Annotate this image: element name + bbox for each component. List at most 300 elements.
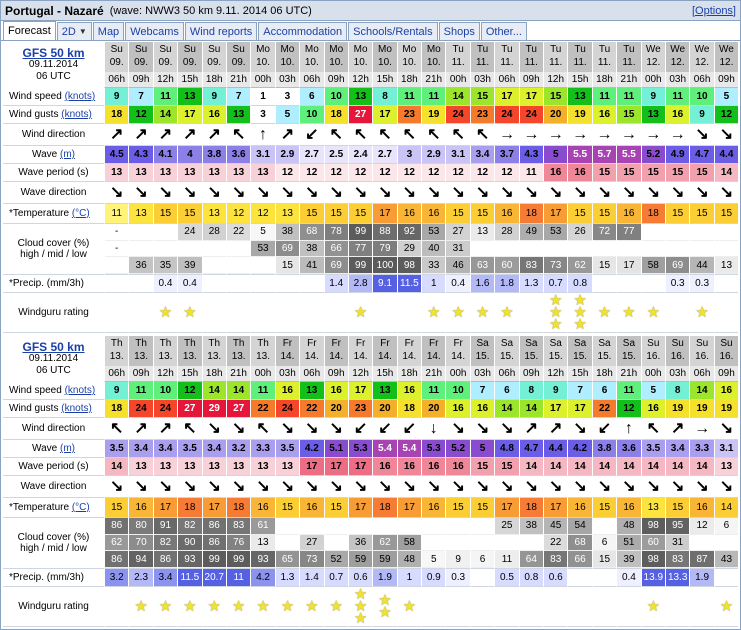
date-header: 11.	[592, 57, 616, 72]
wind-direction-cell	[202, 124, 226, 146]
wave-period-value: 12	[397, 164, 421, 182]
tab-shops[interactable]: Shops	[439, 22, 480, 40]
cloud-mid-value	[471, 535, 494, 552]
wave-period-value: 15	[470, 458, 494, 476]
wind-speed-value: 13	[299, 382, 323, 400]
cloud-low-value: 64	[520, 551, 543, 568]
cloud-high-value	[325, 518, 348, 535]
cloud-mid-value	[617, 241, 640, 258]
cloud-cover-cell	[714, 224, 738, 275]
wave-direction-cell	[104, 182, 128, 204]
wind-direction-cell	[445, 124, 469, 146]
wind-direction-label	[3, 418, 104, 440]
wave-value: 4.1	[153, 146, 177, 164]
cloud-low-value: 87	[690, 551, 713, 568]
cloud-mid-value: 58	[398, 535, 421, 552]
temperature-label-text: *Temperature	[9, 208, 70, 219]
wind-gusts-value: 23	[348, 400, 372, 418]
cloud-high-value: 22	[227, 224, 250, 241]
rating-cell	[445, 587, 469, 627]
day-header: Th	[153, 336, 177, 351]
cloud-mid-value: 62	[105, 535, 128, 552]
direction-arrow-icon: ↘	[329, 477, 343, 495]
cloud-cover-cell	[616, 518, 640, 569]
wave-period-value: 13	[250, 458, 274, 476]
temperature-value: 15	[567, 204, 591, 224]
cloud-mid-value	[520, 241, 543, 258]
wind-direction-cell	[519, 418, 543, 440]
rating-cell	[153, 587, 177, 627]
wind-speed-label	[3, 88, 104, 106]
wave-value: 3.1	[250, 146, 274, 164]
day-header: We	[641, 42, 665, 57]
precipitation-value: 2.8	[348, 275, 372, 293]
direction-arrow-icon: ↘	[158, 477, 173, 495]
temperature-label-unit-link[interactable]: (°C)	[71, 502, 90, 513]
wind-speed-label-unit-link[interactable]: (knots)	[64, 385, 96, 396]
wind-speed-value: 9	[104, 382, 128, 400]
time-header: 18h	[592, 366, 616, 382]
precipitation-value: 0.6	[543, 569, 567, 587]
time-header: 03h	[470, 366, 494, 382]
model-header	[3, 42, 104, 88]
tab-accommodation[interactable]: Accommodation	[258, 22, 347, 40]
wave-label	[3, 440, 104, 458]
temperature-value: 15	[445, 498, 469, 518]
cloud-low-value	[105, 257, 128, 274]
wave-period-value: 15	[689, 164, 713, 182]
wind-gusts-value: 24	[128, 400, 152, 418]
tab-2d[interactable]: 2D ▼	[57, 22, 92, 40]
wind-gusts-label-unit-link[interactable]: (knots)	[61, 109, 92, 120]
wave-period-value: 14	[641, 458, 665, 476]
cloud-cover-cell	[128, 518, 152, 569]
rating-cell	[275, 293, 299, 333]
wind-direction-cell	[616, 418, 640, 440]
star-icon: ★	[280, 597, 295, 615]
wind-direction-cell	[421, 418, 445, 440]
cloud-mid-value: 77	[349, 241, 372, 258]
cloud-low-value: 86	[154, 551, 177, 568]
cloud-low-value: 66	[568, 551, 591, 568]
direction-arrow-icon: ↗	[524, 419, 539, 437]
time-header: 12h	[543, 72, 567, 88]
cloud-high-value	[154, 224, 177, 241]
wave-period-value: 13	[128, 458, 152, 476]
rating-cell	[226, 293, 250, 333]
cloud-mid-value	[520, 535, 543, 552]
cloud-cover-label	[3, 224, 104, 275]
cloud-mid-value	[715, 241, 738, 258]
tab-schools-rentals[interactable]: Schools/Rentals	[348, 22, 438, 40]
wind-speed-value: 17	[348, 382, 372, 400]
wave-value: 4.7	[689, 146, 713, 164]
cloud-mid-value: 82	[154, 535, 177, 552]
date-header: 09.	[128, 57, 152, 72]
wind-direction-cell	[445, 418, 469, 440]
precipitation-value: 3.2	[104, 569, 128, 587]
wind-gusts-value: 3	[250, 106, 274, 124]
day-header: Fr	[372, 336, 396, 351]
star-icon: ★	[305, 597, 319, 615]
wind-speed-value: 11	[616, 88, 640, 106]
wind-direction-cell	[226, 418, 250, 440]
cloud-cover-text: Cloud cover (%)	[17, 238, 90, 249]
precipitation-value	[250, 275, 274, 293]
direction-arrow-icon: ↘	[549, 477, 563, 495]
time-header: 21h	[616, 72, 640, 88]
wave-direction-cell	[714, 182, 738, 204]
precipitation-value: 13.9	[641, 569, 665, 587]
temperature-value: 15	[714, 204, 738, 224]
wind-speed-value: 16	[324, 382, 348, 400]
star-icon: ★	[158, 597, 173, 615]
tab-wind-reports[interactable]: Wind reports	[185, 22, 257, 40]
day-header: Mo	[275, 42, 299, 57]
wave-value: 3.7	[494, 146, 518, 164]
wind-gusts-value: 27	[348, 106, 372, 124]
rating-cell	[177, 293, 201, 333]
cloud-mid-value: 66	[325, 241, 348, 258]
direction-arrow-icon: ↘	[353, 183, 368, 201]
wind-speed-value: 6	[299, 88, 323, 106]
wave-label-text: Wave	[32, 443, 58, 454]
day-header: We	[665, 42, 689, 57]
rating-cell	[421, 293, 445, 333]
date-header: 10.	[348, 57, 372, 72]
date-header: 10.	[372, 57, 396, 72]
wave-value: 3.4	[128, 440, 152, 458]
wave-direction-cell	[665, 182, 689, 204]
wave-label	[3, 146, 104, 164]
direction-arrow-icon: ↗	[670, 419, 685, 437]
wind-direction-cell	[665, 418, 689, 440]
temperature-value: 13	[202, 204, 226, 224]
title-bar	[1, 1, 740, 21]
cloud-cover-cell	[299, 518, 323, 569]
wind-direction-cell	[275, 418, 299, 440]
direction-arrow-icon: ↖	[427, 125, 441, 143]
precipitation-value: 1.4	[324, 275, 348, 293]
cloud-high-value: 45	[544, 518, 567, 535]
wind-direction-cell	[324, 124, 348, 146]
day-header: Sa	[567, 336, 591, 351]
cloud-low-value: 11	[495, 551, 518, 568]
wave-direction-cell	[519, 476, 543, 498]
wind-gusts-value: 16	[592, 106, 616, 124]
wave-value: 3.1	[445, 146, 469, 164]
precipitation-value: 0.3	[689, 275, 713, 293]
cloud-high-value: 77	[617, 224, 640, 241]
wave-direction-cell	[567, 476, 591, 498]
cloud-low-value: 99	[203, 551, 226, 568]
rating-cell	[128, 293, 152, 333]
cloud-high-value: 13	[471, 224, 494, 241]
cloud-cover-cell	[348, 518, 372, 569]
rating-cell	[104, 587, 128, 627]
cloud-cover-cell	[128, 224, 152, 275]
day-header: Fr	[275, 336, 299, 351]
temperature-value: 15	[275, 498, 299, 518]
direction-arrow-icon: ↘	[622, 477, 636, 495]
wave-value: 3.2	[226, 440, 250, 458]
wave-period-value: 15	[641, 164, 665, 182]
date-header: 14.	[324, 351, 348, 366]
precipitation-value: 1	[397, 569, 421, 587]
cloud-low-value: 17	[617, 257, 640, 274]
cloud-cover-cell	[567, 224, 591, 275]
precipitation-value	[299, 275, 323, 293]
wind-gusts-value: 17	[567, 400, 591, 418]
wind-direction-cell	[250, 418, 274, 440]
cloud-cover-cell	[519, 518, 543, 569]
precipitation-value: 9.1	[372, 275, 396, 293]
direction-arrow-icon: ↑	[259, 125, 268, 143]
wind-direction-cell	[714, 124, 738, 146]
cloud-high-value: 38	[520, 518, 543, 535]
direction-arrow-icon: ↗	[134, 125, 148, 143]
wave-value: 3.4	[153, 440, 177, 458]
wave-period-value: 13	[153, 164, 177, 182]
cloud-low-value	[203, 257, 226, 274]
cloud-mid-value: 90	[178, 535, 201, 552]
time-header: 09h	[714, 72, 738, 88]
date-header: 09.	[153, 57, 177, 72]
model-name-link[interactable]: GFS 50 km	[22, 340, 85, 354]
rating-cell	[397, 293, 421, 333]
wind-direction-cell	[592, 418, 616, 440]
star-icon: ★	[646, 597, 661, 615]
wind-speed-value: 11	[592, 88, 616, 106]
cloud-high-value	[642, 224, 665, 241]
direction-arrow-icon: →	[596, 125, 613, 143]
wind-gusts-label-text: Wind gusts	[9, 403, 59, 414]
cloud-high-value	[276, 518, 299, 535]
wave-label-unit-link[interactable]: (m)	[59, 149, 75, 160]
star-icon: ★	[353, 597, 368, 615]
wind-gusts-value: 24	[494, 106, 518, 124]
wave-value: 2.5	[324, 146, 348, 164]
date-header: 13.	[250, 351, 274, 366]
cloud-mid-value: 38	[300, 241, 323, 258]
rating-cell	[714, 293, 738, 333]
model-run-utc: 06 UTC	[36, 365, 71, 376]
wave-value: 5.5	[616, 146, 640, 164]
cloud-low-value: 52	[325, 551, 348, 568]
wave-period-value: 12	[372, 164, 396, 182]
direction-arrow-icon: ↘	[719, 477, 734, 495]
star-icon: ★	[475, 303, 490, 321]
wave-period-value: 13	[226, 458, 250, 476]
cloud-cover-cell	[177, 518, 201, 569]
wave-direction-cell	[445, 182, 469, 204]
cloud-low-value: 39	[178, 257, 201, 274]
cloud-cover-cell	[543, 518, 567, 569]
cloud-mid-value	[154, 241, 177, 258]
cloud-high-value: 28	[495, 224, 518, 241]
date-header: 14.	[299, 351, 323, 366]
forecast-block-2	[3, 336, 740, 627]
tab-other[interactable]: Other...	[481, 22, 527, 40]
cloud-high-value: 53	[544, 224, 567, 241]
cloud-low-value: 48	[398, 551, 421, 568]
temperature-value: 18	[519, 204, 543, 224]
wind-speed-value: 8	[519, 382, 543, 400]
cloud-low-value: 59	[349, 551, 372, 568]
cloud-cover-cell	[689, 518, 713, 569]
wave-period-value: 13	[153, 458, 177, 476]
wave-direction-cell	[324, 182, 348, 204]
temperature-value: 12	[226, 204, 250, 224]
wind-gusts-value: 9	[689, 106, 713, 124]
cloud-high-value: 98	[642, 518, 665, 535]
wave-label-unit-link[interactable]: (m)	[59, 443, 75, 454]
wind-gusts-value: 19	[421, 106, 445, 124]
wind-speed-value: 7	[226, 88, 250, 106]
temperature-value: 18	[226, 498, 250, 518]
wind-gusts-value: 16	[202, 106, 226, 124]
options-link[interactable]: [Options]	[691, 4, 736, 17]
star-icon: ★	[427, 303, 441, 321]
wave-direction-cell	[372, 476, 396, 498]
wind-gusts-label-unit-link[interactable]: (knots)	[61, 403, 92, 414]
wind-gusts-value: 22	[299, 400, 323, 418]
temperature-value: 17	[397, 498, 421, 518]
precipitation-value	[592, 569, 616, 587]
cloud-mid-value: 68	[568, 535, 591, 552]
date-header: 14.	[421, 351, 445, 366]
day-header: Th	[226, 336, 250, 351]
direction-arrow-icon: ↘	[597, 477, 612, 495]
day-header: Fr	[421, 336, 445, 351]
forecast-block-1	[3, 42, 740, 333]
direction-arrow-icon: ↖	[646, 419, 660, 437]
time-header: 15h	[177, 72, 201, 88]
precipitation-value: 11.5	[397, 275, 421, 293]
time-header: 03h	[470, 72, 494, 88]
wind-speed-value: 5	[714, 88, 738, 106]
cloud-cover-cell	[470, 518, 494, 569]
cloud-high-value: 72	[593, 224, 616, 241]
temperature-value: 15	[104, 498, 128, 518]
time-header: 06h	[689, 366, 713, 382]
direction-arrow-icon: ↗	[280, 125, 295, 143]
precipitation-value	[226, 275, 250, 293]
tab-webcams[interactable]: Webcams	[125, 22, 184, 40]
tab-forecast[interactable]: Forecast	[3, 21, 56, 40]
date-header: 11.	[470, 57, 494, 72]
cloud-mid-value	[129, 241, 152, 258]
wind-gusts-value: 23	[397, 106, 421, 124]
wave-direction-cell	[348, 182, 372, 204]
tab-map[interactable]: Map	[93, 22, 124, 40]
wave-value: 3.1	[714, 440, 738, 458]
wave-direction-cell	[641, 182, 665, 204]
wind-direction-cell	[177, 124, 201, 146]
direction-arrow-icon: ↘	[475, 419, 490, 437]
model-name-link[interactable]: GFS 50 km	[22, 46, 85, 60]
wave-value: 4.5	[104, 146, 128, 164]
cloud-cover-cell	[421, 224, 445, 275]
time-header: 00h	[641, 366, 665, 382]
direction-arrow-icon: →	[498, 125, 515, 143]
precipitation-value: 0.8	[567, 275, 591, 293]
temperature-label-unit-link[interactable]: (°C)	[71, 208, 90, 219]
wind-gusts-value: 24	[275, 400, 299, 418]
date-header: 11.	[519, 57, 543, 72]
star-icon: ★	[573, 315, 587, 333]
temperature-value: 16	[299, 498, 323, 518]
temperature-label	[3, 498, 104, 518]
rating-cell	[641, 587, 665, 627]
day-header: Sa	[519, 336, 543, 351]
rating-cell	[421, 587, 445, 627]
wind-speed-value: 16	[397, 382, 421, 400]
wind-direction-cell	[372, 418, 396, 440]
date-header: 11.	[494, 57, 518, 72]
wave-direction-cell	[470, 182, 494, 204]
cloud-cover-cell	[153, 518, 177, 569]
cloud-low-value: 58	[642, 257, 665, 274]
wave-period-value: 14	[592, 458, 616, 476]
day-header: Su	[714, 336, 738, 351]
wind-speed-value: 13	[177, 88, 201, 106]
cloud-mid-value: 40	[422, 241, 445, 258]
precipitation-value: 11.5	[177, 569, 201, 587]
cloud-mid-value	[544, 241, 567, 258]
wave-direction-cell	[665, 476, 689, 498]
cloud-cover-text: Cloud cover (%)	[17, 532, 90, 543]
date-header: 09.	[226, 57, 250, 72]
wave-direction-label	[3, 476, 104, 498]
temperature-value: 16	[421, 204, 445, 224]
date-header: 09.	[104, 57, 128, 72]
cloud-high-value: 12	[690, 518, 713, 535]
cloud-mid-value	[495, 535, 518, 552]
cloud-mid-value	[666, 241, 689, 258]
wave-direction-cell	[592, 476, 616, 498]
time-header: 06h	[299, 366, 323, 382]
direction-arrow-icon: ↘	[231, 477, 246, 495]
time-header: 15h	[567, 366, 591, 382]
direction-arrow-icon: ↘	[719, 419, 734, 437]
cloud-high-value: 99	[349, 224, 372, 241]
star-icon: ★	[256, 597, 270, 615]
temperature-value: 15	[324, 498, 348, 518]
direction-arrow-icon: ↘	[305, 477, 319, 495]
wind-gusts-value: 18	[397, 400, 421, 418]
cloud-high-value: 28	[203, 224, 226, 241]
direction-arrow-icon: ↘	[451, 419, 465, 437]
cloud-low-value: 5	[422, 551, 445, 568]
temperature-value: 15	[592, 204, 616, 224]
precipitation-value: 1.3	[275, 569, 299, 587]
precipitation-value: 0.3	[445, 569, 469, 587]
cloud-high-value: 86	[105, 518, 128, 535]
time-header: 15h	[372, 366, 396, 382]
cloud-mid-value	[568, 241, 591, 258]
forecast-table	[3, 336, 740, 627]
cloud-mid-value: 53	[251, 241, 274, 258]
direction-arrow-icon: ↘	[256, 477, 270, 495]
temperature-value: 15	[177, 204, 201, 224]
wind-speed-label-unit-link[interactable]: (knots)	[64, 91, 96, 102]
cloud-cover-cell	[275, 224, 299, 275]
wave-direction-cell	[153, 182, 177, 204]
wind-speed-value: 10	[153, 382, 177, 400]
cloud-low-value: 15	[593, 551, 616, 568]
cloud-mid-value: -	[105, 241, 128, 258]
